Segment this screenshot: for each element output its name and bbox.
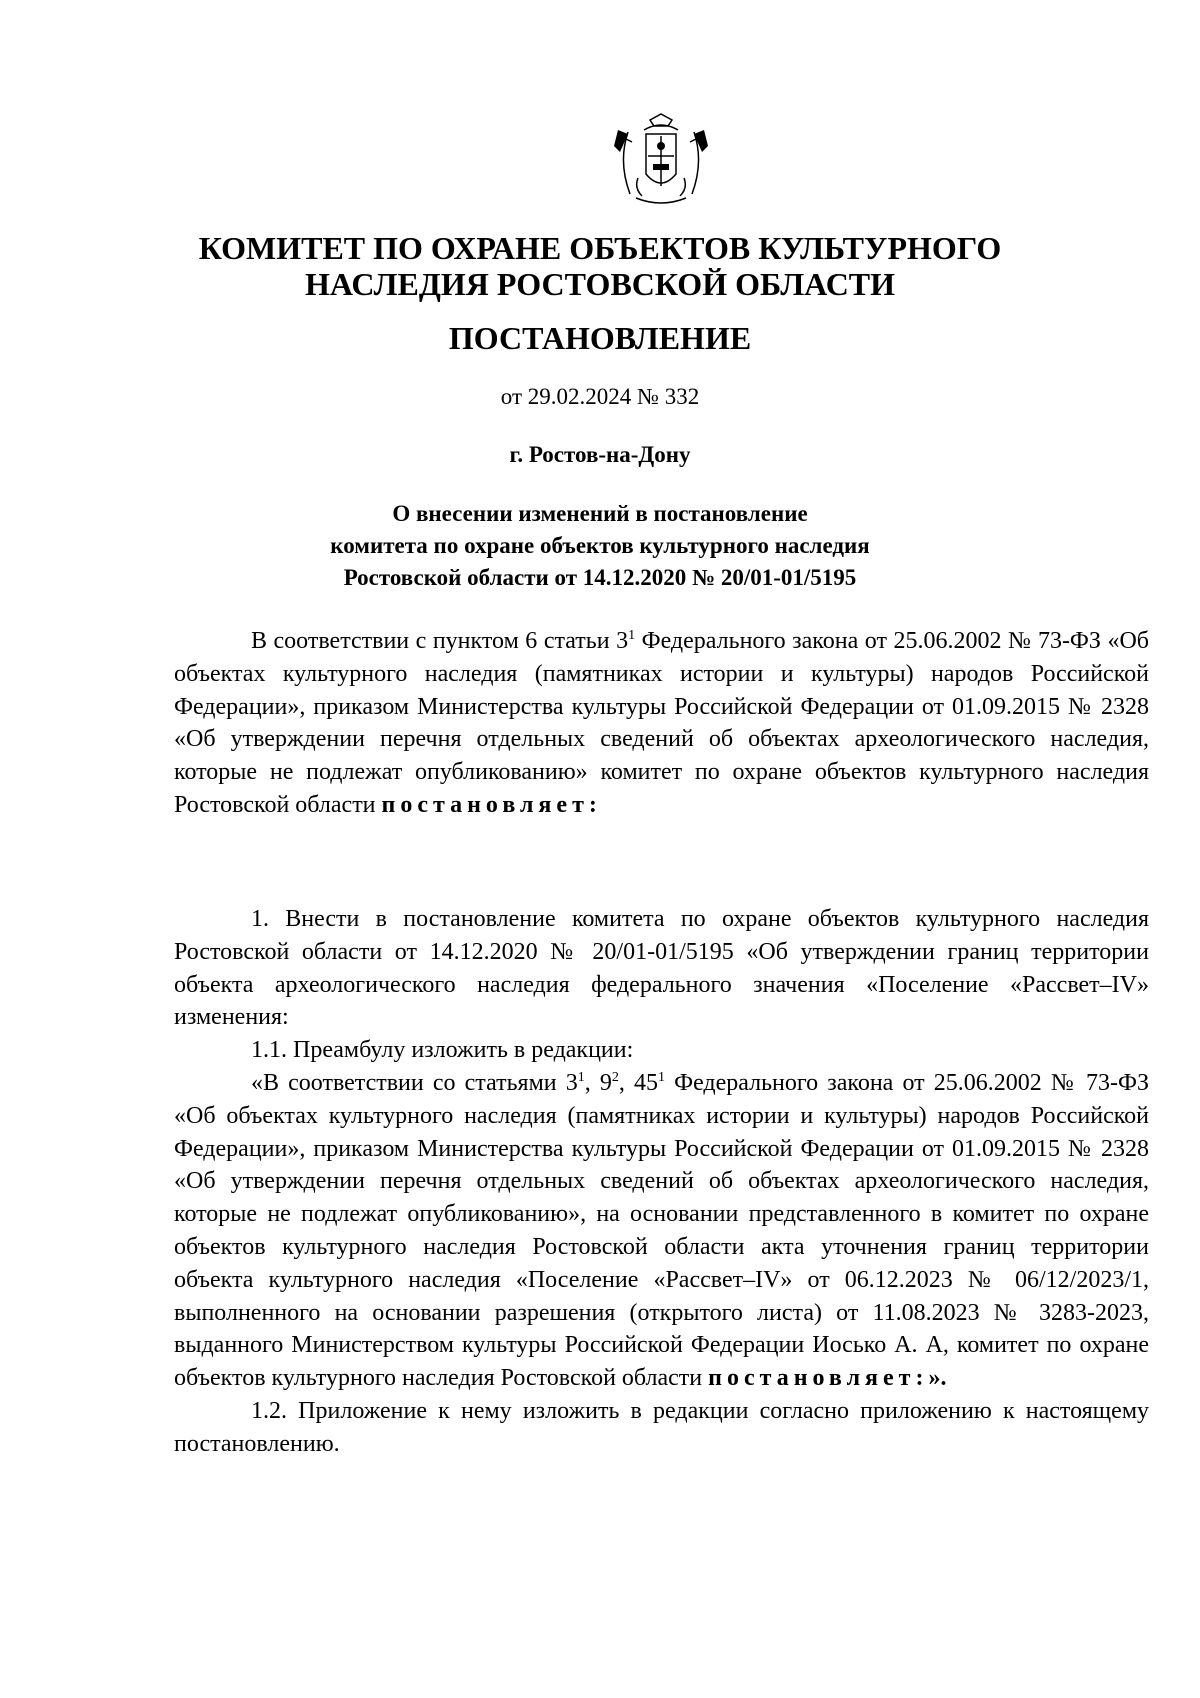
superscript: 1 (657, 1069, 665, 1085)
subject-line: Ростовской области от 14.12.2020 № 20/01-01/5195 (343, 565, 857, 590)
quote-text: «В соответствии со статьями 3 (251, 1069, 578, 1096)
superscript: 1 (577, 1069, 585, 1085)
subject-line: комитета по охране объектов культурного наследия (330, 533, 870, 558)
quote-end: ». (928, 1365, 947, 1392)
coat-of-arms-icon (606, 112, 716, 212)
decree-items (174, 903, 1149, 1461)
preamble-text: В соответствии с пунктом 6 статьи 3 (251, 628, 629, 654)
item-1-1-quote (174, 1067, 1149, 1395)
decree-word: постановляет: (381, 791, 602, 818)
organization-title-line: КОМИТЕТ ПО ОХРАНЕ ОБЪЕКТОВ КУЛЬТУРНОГО (198, 230, 1002, 266)
subject-line: О внесении изменений в постановление (392, 501, 808, 526)
document-subject (0, 498, 1200, 594)
document-city: г. Ростов-на-Дону (509, 442, 691, 467)
quote-text: , 9 (584, 1069, 612, 1096)
item-1-1: 1.1. Преамбулу изложить в редакции: (251, 1037, 634, 1064)
document-type: ПОСТАНОВЛЕНИЕ (448, 320, 752, 356)
preamble-paragraph (174, 625, 1149, 822)
decree-word: постановляет: (708, 1365, 929, 1392)
quote-text: Федерального закона от 25.06.2002 № 73-ФЗ «Об объектах культурного наследия (памятниках истории и культуры) народов Российской Федерации», приказом Министерства культуры Российской Федерации от 01.09.2015 № 2328 «Об утверждении перечня отдельных сведений об объектах археологического наследия, которые не подлежат опубликованию», на основании представленного в комитет по охране объектов культурного наследия Ростовской области акта уточнения границ территории объекта культурного наследия «Поселение «Рассвет–IV» от 06.12.2023 № 06/12/2023/1, выполненного на основании разрешения (открытого листа) от 11.08.2023 № 3283-2023, выданного Министерством культуры Российской Федерации Иосько А. А, комитет по охране объектов культурного наследия Ростовской области (174, 1069, 1149, 1392)
organization-title (0, 230, 1200, 302)
item-1: 1. Внести в постановление комитета по охране объектов культурного наследия Ростовской области от 14.12.2020 № 20/01-01/5195 «Об утверждении границ территории объекта археологического наследия федерального значения «Поселение «Рассвет–IV» изменения: (174, 906, 1149, 1031)
organization-title-line: НАСЛЕДИЯ РОСТОВСКОЙ ОБЛАСТИ (304, 266, 896, 302)
item-1-2: 1.2. Приложение к нему изложить в редакции согласно приложению к настоящему постановлению. (174, 1397, 1149, 1457)
preamble (174, 625, 1149, 822)
superscript: 2 (611, 1069, 619, 1085)
quote-text: , 45 (618, 1069, 658, 1096)
superscript: 1 (628, 628, 636, 643)
document-date-number: от 29.02.2024 № 332 (500, 384, 700, 409)
preamble-text: Федерального закона от 25.06.2002 № 73-ФЗ «Об объектах культурного наследия (памятниках истории и культуры) народов Российской Федерации», приказом Министерства культуры Российской Федерации от 01.09.2015 № 2328 «Об утверждении перечня отдельных сведений об объектах археологического наследия, которые не подлежат опубликованию» комитет по охране объектов культурного наследия Ростовской области (174, 628, 1149, 818)
